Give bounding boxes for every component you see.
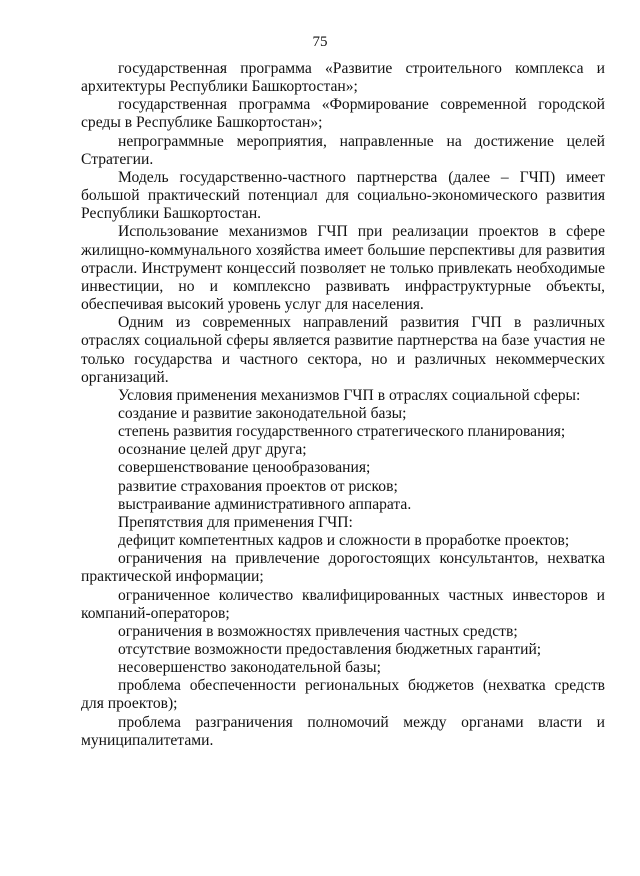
list-item: ограниченное количество квалифицированных частных инвесторов и компаний-операторов; <box>81 586 605 622</box>
list-item: осознание целей друг друга; <box>118 441 307 459</box>
list-heading: Препятствия для применения ГЧП: <box>118 513 353 531</box>
list-item: степень развития государственного стратегического планирования; <box>118 423 566 441</box>
list-item: совершенствование ценообразования; <box>118 459 371 477</box>
list-heading: Условия применения механизмов ГЧП в отраслях социальной сферы: <box>118 386 581 404</box>
paragraph: Модель государственно-частного партнерства (далее – ГЧП) имеет большой практический потенциал для социально-экономического развития Республики Башкортостан. <box>81 168 605 223</box>
list-item: проблема обеспеченности региональных бюджетов (нехватка средств для проектов); <box>81 677 605 713</box>
list-item: ограничения на привлечение дорогостоящих консультантов, нехватка практической информации; <box>81 550 605 586</box>
list-item: несовершенство законодательной базы; <box>118 659 381 677</box>
page-body <box>81 60 605 750</box>
list-item: развитие страхования проектов от рисков; <box>118 477 398 495</box>
list-item: создание и развитие законодательной базы; <box>118 404 407 422</box>
list-item: проблема разграничения полномочий между органами власти и муниципалитетами. <box>81 713 605 749</box>
list-item: государственная программа «Развитие строительного комплекса и архитектуры Республики Башкортостан»; <box>81 60 605 96</box>
list-item: отсутствие возможности предоставления бюджетных гарантий; <box>118 641 542 658</box>
page-number: 75 <box>312 34 328 50</box>
list-item: ограничения в возможностях привлечения частных средств; <box>118 622 518 640</box>
paragraph: Одним из современных направлений развития ГЧП в различных отраслях социальной сферы является развитие партнерства на базе участия не только государства и частного сектора, но и различных некоммерческих организаций. <box>81 314 605 386</box>
list-item: выстраивание административного аппарата. <box>118 495 412 513</box>
list-item: дефицит компетентных кадров и сложности в проработке проектов; <box>118 532 570 550</box>
paragraph: Использование механизмов ГЧП при реализации проектов в сфере жилищно-коммунального хозяйства имеет большие перспективы для развития отрасли. Инструмент концессий позволяет не только привлекать необходимые инвестиции, но и комплексно развивать инфраструктурные объекты, обеспечивая высокий уровень услуг для населения. <box>81 223 605 314</box>
list-item: государственная программа «Формирование современной городской среды в Республике Башкортостан»; <box>81 96 605 132</box>
list-item: непрограммные мероприятия, направленные на достижение целей Стратегии. <box>81 132 605 168</box>
